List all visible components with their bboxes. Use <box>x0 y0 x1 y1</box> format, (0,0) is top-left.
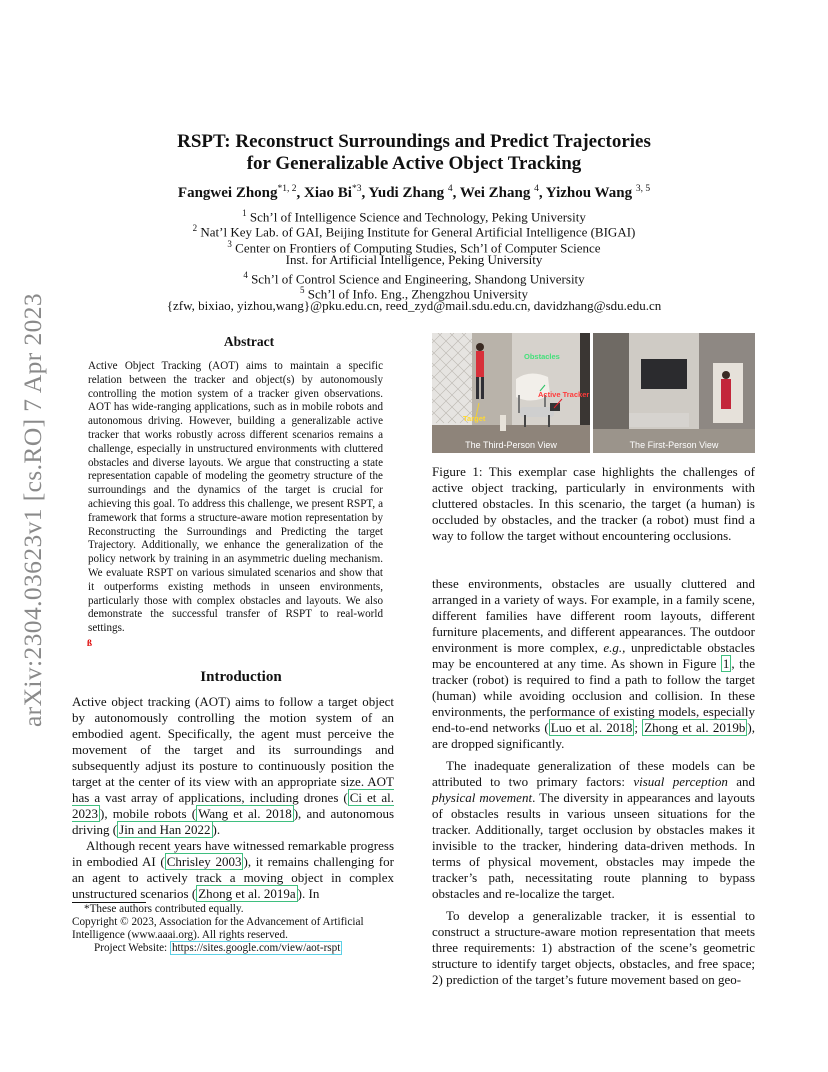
citation-link[interactable]: Wang et al. 2018 <box>198 806 292 821</box>
author-name: Wei Zhang <box>459 185 535 201</box>
author-name: Fangwei Zhong <box>177 185 278 201</box>
annotation-active-tracker: Active Tracker <box>538 390 590 399</box>
paragraph-text: and <box>727 774 755 789</box>
paragraph-text: ), are dropped significantly. <box>432 720 755 751</box>
citation-link[interactable]: Luo et al. 2018 <box>550 720 633 735</box>
right-paragraph-1 <box>432 576 755 752</box>
author-emails <box>80 298 748 313</box>
affiliation-line <box>80 252 748 267</box>
author-affiliation-marker: 4 <box>534 184 539 194</box>
affiliation-text: Sch’l of Intelligence Science and Technology, Peking University <box>246 209 586 225</box>
footnotes <box>72 903 410 955</box>
project-website-label: Project Website: <box>94 942 170 955</box>
intro-paragraph-1 <box>72 694 394 838</box>
paragraph-text: The inadequate generalization of these models can be attributed to two primary factors: <box>432 758 755 789</box>
footnote-project-website <box>72 942 410 955</box>
right-column-body <box>432 576 755 988</box>
affiliation-number: 3 <box>227 238 232 249</box>
paragraph-text: unpredictable obstacles may be encountered at any time. As shown in Figure <box>432 640 755 671</box>
abstract-body: Active Object Tracking (AOT) aims to maintain a specific relation between the tracker and object(s) by autonomously controlling the motion system of a tracker given observations. AOT has wide-ranging applications, such as in mobile robots and autonomous driving. However, building a generalizable active tracker that works robustly across different scenarios remains a challenge, especially in unstructured environments with cluttered obstacles and diverse layouts. We argue that constructing a state representation capable of modeling the geometry structure of the surroundings and the dynamics of the target is crucial for achieving this goal. To address this challenge, we present RSPT, a framework that forms a structure-aware motion representation by Reconstructing the Surroundings and Predicting the target Trajectory. Additionally, we enhance the generalization of the policy network by training in an asymmetric dueling mechanism. We evaluate RSPT on various simulated scenarios and show that it outperforms existing methods in unseen environments, particularly those with complex obstacles and layouts. We also demonstrate the successful transfer of RSPT to real-world settings. <box>88 360 383 635</box>
third-person-view-image <box>432 333 590 453</box>
affiliation-number: 4 <box>243 269 248 280</box>
paragraph-text: ), it remains challenging for an agent to actively track a moving object in complex unstructured scenarios ( <box>72 854 394 901</box>
abstract-heading: Abstract <box>223 334 275 349</box>
paragraph-text: ). In <box>297 886 320 901</box>
author-affiliation-marker: 3, 5 <box>635 184 651 194</box>
paper-title-line-1: RSPT: Reconstruct Surroundings and Predict Trajectories <box>177 131 651 152</box>
emphasis-text: physical movement <box>432 790 533 805</box>
author-name: Yudi Zhang <box>368 185 448 201</box>
paragraph-text: . The diversity in appearances and layouts of obstacles results in various unseen situations for the tracker. Additionally, target occlusion by obstacles makes it invisible to the tracker, hindering data-driven methods. In terms of physical movement, obstacles may impede the tracker’s path, necessitating route planning to bypass obstacles and re-localize the target. <box>432 790 755 901</box>
first-person-view-label: The First-Person View <box>629 440 719 450</box>
paper-title-line-2: for Generalizable Active Object Tracking <box>246 153 582 174</box>
introduction-body <box>72 694 394 902</box>
citation-link[interactable]: Jin and Han 2022 <box>119 822 211 837</box>
annotation-obstacles: Obstacles <box>524 352 560 361</box>
author-affiliation-marker: *1, 2 <box>277 184 297 194</box>
affiliation-number: 5 <box>300 285 305 295</box>
right-paragraph-3 <box>432 908 755 988</box>
author-name: Xiao Bi <box>304 185 352 201</box>
affiliation-text: Center on Frontiers of Computing Studies, Sch’l of Computer Science <box>231 240 601 256</box>
emphasis-text: e.g., <box>603 640 626 655</box>
right-paragraph-2 <box>432 758 755 902</box>
figure-1-caption: Figure 1: This exemplar case highlights the challenges of active object tracking, particularly in environments with cluttered obstacles. In this scenario, the target (a human) is occluded by obstacles, and the tracker (a robot) must find a way to follow the target without encountering occlusions. <box>432 464 755 543</box>
first-person-scene <box>593 333 755 453</box>
affiliation-number: 2 <box>192 223 198 234</box>
author-name: Yizhou Wang <box>545 185 636 201</box>
paragraph-text: ; <box>634 720 643 735</box>
emphasis-text: visual perception <box>633 774 728 789</box>
footnote-copyright: Copyright © 2023, Association for the Advancement of Artificial Intelligence (www.aaai.org). All rights reserved. <box>72 915 364 941</box>
paragraph-text: Active object tracking (AOT) aims to follow a target object by autonomously controlling the motion system of an embodied agent. Specifically, the agent must perceive the movement of the target and its surroundings and subsequently adjust its posture to continuously position the target at the center of its view with an appropriate size. AOT has a vast array of applications, including drones ( <box>72 694 394 805</box>
third-person-view-label: The Third-Person View <box>465 440 557 450</box>
citation-link[interactable]: 1 <box>722 656 730 671</box>
margin-mark: ß <box>87 638 93 648</box>
paragraph-text: ), mobile robots ( <box>100 806 197 821</box>
citation-link[interactable]: Chrisley 2003 <box>166 854 242 869</box>
paragraph-text: To develop a generalizable tracker, it is essential to construct a structure-aware motion representation that meets three requirements: 1) abstraction of the scene’s geometric structure to identify target objects, obstacles, and free space; 2) prediction of the target’s future movement based on geo- <box>432 908 755 987</box>
paragraph-text: , the tracker (robot) is required to find a path to follow the target (human) while avoiding occlusion and collision. In these environments, the performance of existing models, especially end-to-end networks ( <box>432 656 755 735</box>
footnote-equal-contribution: *These authors contributed equally. <box>84 903 244 915</box>
arxiv-stamp: arXiv:2304.03623v1 [cs.RO] 7 Apr 2023 <box>18 292 47 728</box>
affiliation-text: {zfw, bixiao, yizhou,wang}@pku.edu.cn, reed_zyd@mail.sdu.edu.cn, davidzhang@sdu.edu.cn <box>166 298 662 314</box>
affiliation-text: Sch’l of Control Science and Engineering, Shandong University <box>247 270 585 286</box>
affiliation-text: Nat’l Key Lab. of GAI, Beijing Institute for General Artificial Intelligence (BIGAI) <box>197 224 636 240</box>
intro-paragraph-2 <box>72 838 394 902</box>
paragraph-text: these environments, obstacles are usually cluttered and arranged in a variety of ways. For example, in a family scene, different families have different room layouts, different furniture placements, and different appearances. The outdoor environment is more complex, <box>432 576 755 655</box>
introduction-heading: Introduction <box>200 669 282 685</box>
first-person-view-image <box>593 333 755 453</box>
author-list: Fangwei Zhong$^{*1, 2}$, Xiao Bi$^{*3}$, Yudi Zhang $^4$, Wei Zhang $^4$, Yizhou Wang $^{3, 5}$ <box>177 184 651 201</box>
affiliation-number: 1 <box>242 208 247 218</box>
affiliation-text: Inst. for Artificial Intelligence, Peking University <box>285 252 543 268</box>
affiliation-text: Sch’l of Info. Eng., Zhengzhou University <box>304 286 528 302</box>
annotation-target: Target <box>463 414 486 423</box>
citation-link[interactable]: Ci et al. 2023 <box>72 790 394 821</box>
figure-1 <box>432 333 755 453</box>
paragraph-text: Although recent years have witnessed remarkable progress in embodied AI ( <box>72 838 394 869</box>
citation-link[interactable]: Zhong et al. 2019a <box>198 886 296 901</box>
citation-link[interactable]: Zhong et al. 2019b <box>644 720 746 735</box>
project-website-link[interactable]: https://sites.google.com/view/aot-rspt <box>171 942 341 955</box>
paragraph-text: ), and autonomous driving ( <box>72 806 395 837</box>
author-affiliation-marker: 4 <box>447 184 453 194</box>
author-affiliation-marker: *3 <box>351 184 362 194</box>
paragraph-text: ). <box>212 822 221 837</box>
